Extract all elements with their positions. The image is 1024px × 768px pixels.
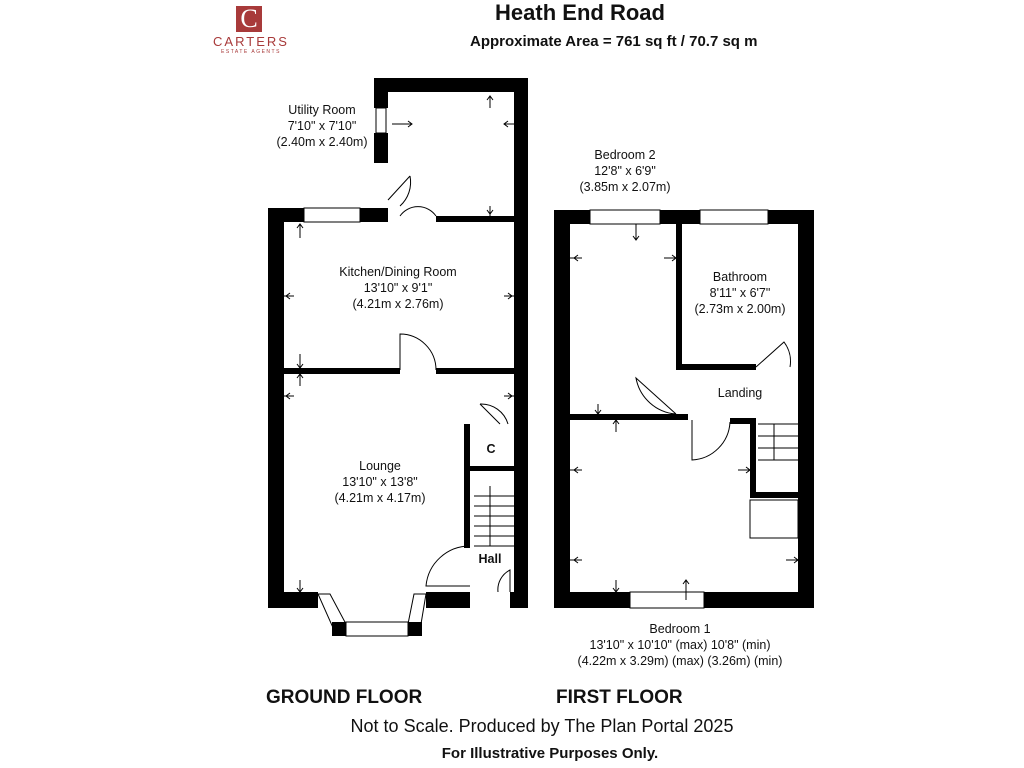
bedroom2-metric: (3.85m x 2.07m) bbox=[579, 180, 671, 194]
first-wall-top-mid bbox=[660, 210, 700, 224]
kitchen-door-arc bbox=[400, 207, 436, 216]
ground-wall-bottom-right bbox=[426, 592, 470, 608]
hall-label: Hall bbox=[478, 552, 502, 566]
lounge-label bbox=[334, 458, 425, 506]
bay-corner-left bbox=[332, 622, 346, 636]
first-wall-top-left bbox=[554, 210, 590, 224]
bathroom-door bbox=[756, 342, 791, 367]
kitchen-name: Kitchen/Dining Room bbox=[339, 265, 457, 279]
hall-entry-door bbox=[498, 570, 510, 592]
kitchen-imperial: 13'10" x 9'1" bbox=[363, 281, 433, 295]
utility-wall-right bbox=[514, 78, 528, 608]
bedroom2-door bbox=[636, 378, 676, 414]
kitchen-lounge-wall-left bbox=[284, 368, 400, 374]
brand-tagline: ESTATE AGENTS bbox=[221, 49, 281, 55]
kitchen-window bbox=[304, 208, 360, 222]
stair-void bbox=[750, 500, 798, 538]
kitchen-lounge-wall-right bbox=[436, 368, 516, 374]
cupboard-label: C bbox=[486, 442, 496, 456]
bedroom1-metric: (4.22m x 3.29m) (max) (3.26m) (min) bbox=[577, 654, 783, 668]
bedroom1-door bbox=[692, 420, 730, 460]
kitchen-top-wall-mid bbox=[360, 208, 388, 222]
landing-label: Landing bbox=[717, 386, 763, 400]
cupboard-wall-left bbox=[464, 424, 470, 548]
first-wall-right bbox=[798, 210, 814, 608]
kitchen-label bbox=[339, 264, 456, 312]
lounge-metric: (4.21m x 4.17m) bbox=[334, 491, 426, 505]
brand-name: CARTERS bbox=[213, 34, 289, 49]
utility-room-name: Utility Room bbox=[288, 103, 356, 117]
cupboard-door bbox=[480, 404, 508, 424]
lounge-imperial: 13'10" x 13'8" bbox=[342, 475, 418, 489]
bedroom1-name: Bedroom 1 bbox=[649, 622, 711, 636]
bathroom-window bbox=[700, 210, 768, 224]
utility-wall-top bbox=[374, 78, 528, 92]
ground-wall-bottom-left bbox=[268, 592, 318, 608]
bedroom2-imperial: 12'8" x 6'9" bbox=[594, 164, 656, 178]
landing-stair-bottom bbox=[750, 492, 798, 498]
first-stairs bbox=[758, 424, 798, 460]
utility-wall-left-bottom bbox=[374, 133, 388, 163]
first-wall-bottom-right bbox=[704, 592, 814, 608]
kitchen-metric: (4.21m x 2.76m) bbox=[352, 297, 444, 311]
page-title: Heath End Road bbox=[495, 0, 665, 25]
brand-logo-icon: C bbox=[236, 6, 262, 32]
bedroom2-window bbox=[590, 210, 660, 224]
ground-stairs bbox=[474, 486, 514, 546]
bay-corner-right bbox=[408, 622, 422, 636]
first-wall-top-right bbox=[768, 210, 814, 224]
bathroom-bottom-wall bbox=[676, 364, 756, 370]
ground-wall-left bbox=[268, 208, 284, 608]
bedroom1-imperial: 13'10" x 10'10" (max) 10'8" (min) bbox=[589, 638, 771, 652]
approximate-area: Approximate Area = 761 sq ft / 70.7 sq m bbox=[470, 33, 758, 50]
lounge-name: Lounge bbox=[359, 459, 401, 473]
first-wall-bottom-left bbox=[554, 592, 630, 608]
utility-room-label bbox=[276, 102, 367, 150]
bathroom-imperial: 8'11" x 6'7" bbox=[709, 286, 771, 300]
kitchen-top-wall-right bbox=[436, 216, 516, 222]
lounge-door bbox=[400, 334, 436, 370]
bathroom-metric: (2.73m x 2.00m) bbox=[694, 302, 786, 316]
illustrative-note: For Illustrative Purposes Only. bbox=[441, 745, 659, 762]
bed2-bottom-wall bbox=[570, 414, 688, 420]
dimension-arrows bbox=[284, 96, 798, 600]
cupboard-wall-bottom bbox=[464, 466, 514, 471]
bedroom2-name: Bedroom 2 bbox=[594, 148, 656, 162]
bedroom1-label bbox=[578, 621, 783, 669]
utility-door bbox=[388, 176, 411, 206]
disclaimer: Not to Scale. Produced by The Plan Portal 2025 bbox=[350, 716, 734, 736]
landing-stair-wall bbox=[750, 418, 756, 496]
bathroom-label bbox=[694, 269, 785, 317]
utility-room-metric: (2.40m x 2.40m) bbox=[276, 135, 368, 149]
bathroom-name: Bathroom bbox=[712, 270, 768, 284]
first-floor-label: FIRST FLOOR bbox=[556, 687, 683, 708]
ground-wall-bottom-hall bbox=[510, 592, 528, 608]
bay-window-front bbox=[346, 622, 408, 636]
utility-room-imperial: 7'10" x 7'10" bbox=[287, 119, 357, 133]
hall-door bbox=[426, 546, 470, 586]
utility-window bbox=[376, 108, 386, 133]
bed2-bath-wall bbox=[676, 224, 682, 364]
bedroom2-label bbox=[579, 147, 670, 195]
first-wall-left bbox=[554, 210, 570, 608]
bedroom1-window bbox=[630, 592, 704, 608]
ground-floor-label: GROUND FLOOR bbox=[266, 687, 423, 708]
